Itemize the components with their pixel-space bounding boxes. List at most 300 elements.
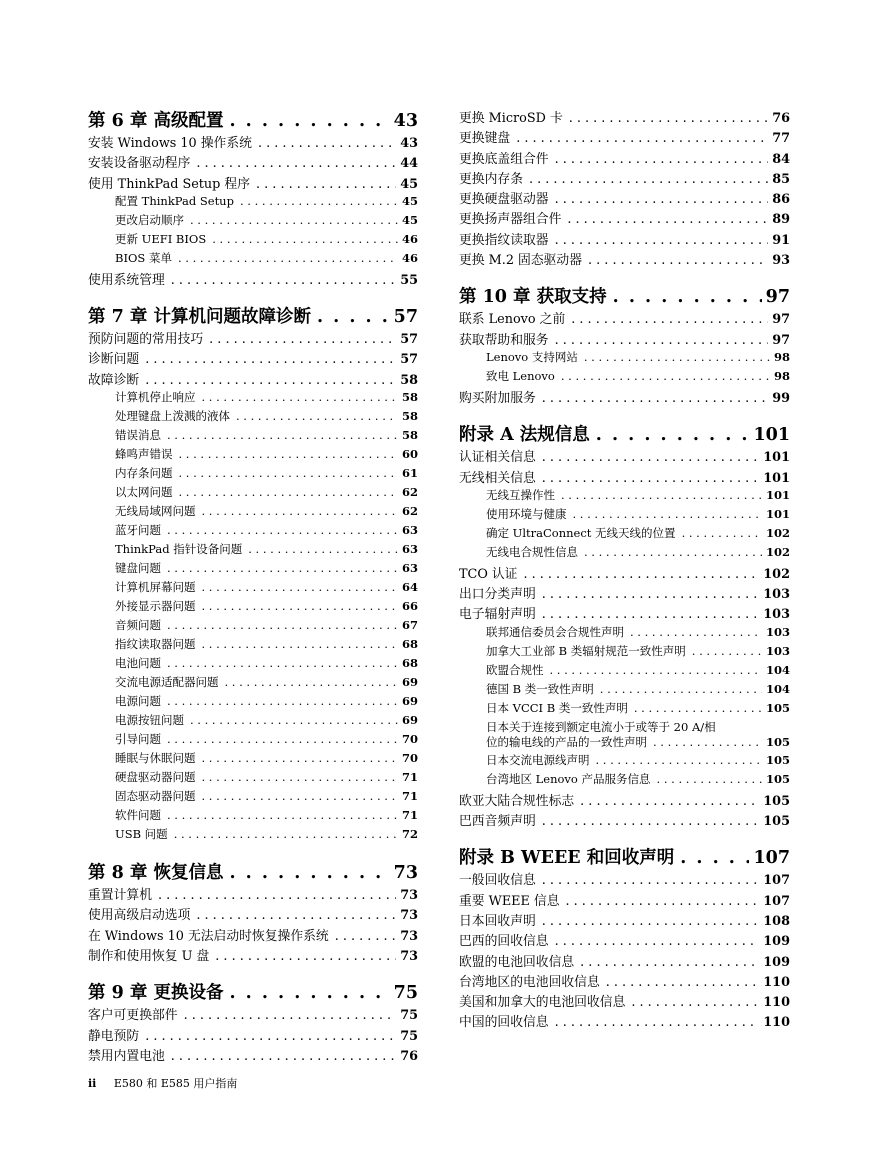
toc-page-number: 107	[763, 873, 790, 889]
toc-subsection-entry[interactable]	[88, 250, 418, 269]
toc-subsection-entry[interactable]	[88, 465, 418, 484]
toc-entry-title: 确定 UltraConnect 无线天线的位置	[486, 525, 676, 540]
toc-entry-title: 固态驱动器问题	[115, 789, 196, 804]
toc-chapter-entry[interactable]	[88, 859, 418, 883]
toc-entry-title: 无线电合规性信息	[486, 544, 578, 559]
toc-leader-dots	[167, 561, 398, 575]
toc-section-entry[interactable]	[459, 249, 790, 269]
toc-page-number: 91	[772, 232, 790, 248]
toc-section-entry[interactable]	[459, 127, 790, 147]
toc-entry-title: 使用系统管理	[88, 272, 165, 288]
toc-subsection-entry[interactable]	[88, 807, 418, 826]
toc-entry-title: 日本交流电源线声明	[486, 752, 590, 767]
toc-subsection-entry[interactable]	[88, 674, 418, 693]
toc-chapter-entry[interactable]	[459, 283, 790, 307]
toc-leader-dots	[523, 567, 759, 582]
toc-leader-dots	[596, 753, 762, 767]
toc-entry-title: 静电预防	[88, 1028, 140, 1044]
toc-page-number: 69	[401, 694, 418, 709]
toc-subsection-entry[interactable]	[459, 643, 790, 662]
toc-entry-title: 中国的回收信息	[459, 1015, 549, 1031]
toc-leader-dots	[248, 542, 398, 556]
toc-page-number: 110	[763, 995, 790, 1011]
toc-leader-dots	[653, 735, 762, 749]
page-footer	[88, 1075, 237, 1091]
toc-entry-title: 软件问题	[115, 808, 161, 823]
toc-page-number: 62	[401, 504, 418, 519]
toc-leader-dots	[196, 156, 396, 171]
toc-page-number: 102	[763, 566, 790, 582]
toc-section-entry[interactable]	[88, 904, 418, 924]
toc-page-number: 71	[401, 770, 418, 785]
toc-entry-title: 无线互操作性	[486, 487, 555, 502]
toc-subsection-entry[interactable]	[88, 769, 418, 788]
toc-page-number: 104	[765, 662, 790, 677]
toc-section-entry[interactable]	[459, 603, 790, 623]
toc-subsection-entry[interactable]	[459, 681, 790, 700]
toc-entry-title: 安装 Windows 10 操作系统	[88, 136, 252, 151]
toc-section-entry[interactable]	[459, 869, 790, 889]
toc-section-entry[interactable]	[88, 173, 418, 193]
toc-entry-title: 在 Windows 10 无法启动时恢复操作系统	[88, 928, 329, 944]
toc-chapter-entry[interactable]	[88, 303, 418, 327]
toc-page-number: 67	[401, 618, 418, 633]
toc-subsection-entry[interactable]	[459, 544, 790, 563]
toc-page-number: 63	[401, 561, 418, 576]
toc-leader-dots	[571, 312, 768, 327]
toc-leader-dots	[196, 908, 396, 923]
toc-leader-dots	[215, 949, 396, 964]
toc-page-number: 103	[765, 643, 790, 658]
toc-entry-title: Lenovo 支持网站	[486, 349, 578, 364]
toc-leader-dots	[317, 307, 390, 327]
toc-leader-dots	[171, 1049, 396, 1064]
toc-leader-dots	[236, 409, 398, 423]
toc-leader-dots	[542, 607, 760, 622]
toc-subsection-entry[interactable]	[459, 624, 790, 643]
toc-entry-title: 第 9 章 更换设备	[88, 983, 224, 1004]
toc-section-entry[interactable]	[88, 1045, 418, 1065]
toc-page-number: 101	[765, 487, 790, 502]
toc-page-number: 61	[401, 466, 418, 481]
toc-right-column	[459, 107, 790, 1032]
toc-subsection-entry[interactable]	[459, 487, 790, 506]
toc-entry-title: 故障诊断	[88, 372, 140, 388]
toc-page-number: 71	[401, 789, 418, 804]
toc-section-entry[interactable]	[88, 1025, 418, 1045]
toc-entry-title: 使用环境与健康	[486, 506, 567, 521]
footer-page-number: ii	[88, 1077, 97, 1090]
toc-subsection-entry[interactable]	[88, 617, 418, 636]
toc-entry-title: 联邦通信委员会合规性声明	[486, 624, 624, 639]
toc-left-column	[88, 107, 418, 1065]
toc-section-entry[interactable]	[459, 951, 790, 971]
toc-page-number: 44	[400, 156, 418, 172]
toc-subsection-entry[interactable]	[88, 212, 418, 231]
toc-entry-title: 更换指纹读取器	[459, 232, 549, 248]
toc-leader-dots	[555, 934, 760, 949]
toc-page-number: 58	[401, 428, 418, 443]
toc-leader-dots	[542, 814, 760, 829]
toc-leader-dots	[630, 625, 762, 639]
toc-entry-title: 联系 Lenovo 之前	[459, 312, 566, 328]
toc-page-number: 68	[401, 637, 418, 652]
toc-section-entry[interactable]	[459, 467, 790, 487]
toc-subsection-entry[interactable]	[88, 598, 418, 617]
toc-section-entry[interactable]	[459, 1011, 790, 1031]
toc-entry-title: ThinkPad 指针设备问题	[115, 542, 243, 557]
toc-subsection-entry[interactable]	[459, 700, 790, 719]
toc-page-number: 77	[772, 131, 790, 147]
toc-subsection-entry[interactable]	[459, 719, 790, 752]
toc-entry-title: 指纹读取器问题	[115, 637, 196, 652]
toc-section-entry[interactable]	[88, 328, 418, 348]
toc-leader-dots	[225, 675, 398, 689]
toc-entry-title: 客户可更换部件	[88, 1008, 178, 1024]
toc-section-entry[interactable]	[88, 925, 418, 945]
toc-chapter-entry[interactable]	[459, 421, 790, 445]
toc-leader-dots	[179, 466, 398, 480]
toc-entry-title: 更改启动顺序	[115, 212, 184, 227]
toc-entry-title: 欧亚大陆合规性标志	[459, 793, 575, 809]
toc-subsection-entry[interactable]	[88, 636, 418, 655]
toc-section-entry[interactable]	[459, 446, 790, 466]
toc-page-number: 58	[401, 390, 418, 405]
toc-page-number: 105	[765, 752, 790, 767]
toc-leader-dots	[158, 888, 396, 903]
toc-entry-title: 处理键盘上泼溅的液体	[115, 409, 230, 424]
toc-page-number: 97	[765, 287, 790, 308]
toc-subsection-entry[interactable]	[88, 560, 418, 579]
toc-entry-title: 计算机屏幕问题	[115, 580, 196, 595]
toc-section-entry[interactable]	[459, 991, 790, 1011]
toc-page-number: 101	[765, 506, 790, 521]
toc-page-number: 98	[773, 349, 790, 364]
toc-leader-dots	[167, 732, 398, 746]
toc-leader-dots	[178, 251, 398, 265]
toc-page-number: 66	[401, 599, 418, 614]
toc-entry-title: 禁用内置电池	[88, 1048, 165, 1064]
toc-page-number: 43	[393, 111, 418, 131]
toc-entry-title: TCO 认证	[459, 566, 518, 582]
toc-section-entry[interactable]	[459, 563, 790, 583]
toc-section-entry[interactable]	[459, 387, 790, 407]
toc-entry-title: 更换 M.2 固态驱动器	[459, 253, 583, 269]
toc-chapter-entry[interactable]	[88, 979, 418, 1003]
toc-subsection-entry[interactable]	[88, 484, 418, 503]
toc-page-number: 110	[763, 1015, 790, 1031]
toc-entry-title: 更换 MicroSD 卡	[459, 111, 563, 126]
toc-leader-dots	[167, 618, 398, 632]
toc-section-entry[interactable]	[459, 168, 790, 188]
toc-section-entry[interactable]	[88, 132, 418, 152]
toc-subsection-entry[interactable]	[459, 662, 790, 681]
toc-entry-title: 计算机停止响应	[115, 390, 196, 405]
toc-leader-dots	[555, 233, 769, 248]
toc-page-number: 98	[773, 368, 790, 383]
toc-entry-title: 无线相关信息	[459, 470, 536, 486]
toc-leader-dots	[202, 637, 398, 651]
toc-leader-dots	[600, 682, 762, 696]
toc-subsection-entry[interactable]	[88, 731, 418, 750]
toc-page-number: 43	[400, 136, 418, 151]
toc-section-entry[interactable]	[88, 348, 418, 368]
toc-entry-title: 巴西的回收信息	[459, 934, 549, 950]
toc-leader-dots	[202, 770, 398, 784]
toc-subsection-entry[interactable]	[88, 427, 418, 446]
toc-leader-dots	[202, 789, 398, 803]
toc-leader-dots	[555, 333, 769, 348]
toc-page-number: 72	[401, 827, 418, 842]
toc-page-number: 105	[765, 700, 790, 715]
toc-page-number: 75	[400, 1028, 418, 1044]
toc-section-entry[interactable]	[459, 930, 790, 950]
toc-leader-dots	[680, 848, 749, 868]
toc-page-number: 69	[401, 713, 418, 728]
toc-section-entry[interactable]	[459, 208, 790, 228]
toc-section-entry[interactable]	[459, 910, 790, 930]
toc-page-number: 69	[401, 675, 418, 690]
toc-leader-dots	[542, 391, 768, 406]
toc-page-number: 58	[401, 409, 418, 424]
toc-leader-dots	[167, 656, 398, 670]
toc-entry-title: 键盘问题	[115, 561, 161, 576]
toc-section-entry[interactable]	[459, 583, 790, 603]
toc-leader-dots	[167, 523, 398, 537]
toc-entry-title: 附录 B WEEE 和回收声明	[459, 848, 675, 869]
toc-page-number: 103	[763, 607, 790, 623]
toc-leader-dots	[542, 450, 760, 465]
toc-subsection-entry[interactable]	[88, 693, 418, 712]
toc-section-entry[interactable]	[459, 229, 790, 249]
toc-leader-dots	[682, 526, 762, 540]
toc-entry-title: 安装设备驱动程序	[88, 156, 191, 172]
toc-page-number: 97	[772, 332, 790, 348]
toc-leader-dots	[202, 504, 398, 518]
toc-page-number: 102	[765, 525, 790, 540]
toc-subsection-entry[interactable]	[459, 525, 790, 544]
toc-leader-dots	[167, 808, 398, 822]
toc-page-number: 109	[763, 934, 790, 950]
toc-section-entry[interactable]	[459, 107, 790, 127]
toc-subsection-entry[interactable]	[459, 771, 790, 790]
toc-leader-dots	[145, 373, 396, 388]
toc-subsection-entry[interactable]	[88, 446, 418, 465]
toc-entry-title: USB 问题	[115, 827, 168, 842]
toc-page-number: 97	[772, 312, 790, 328]
toc-entry-title: 重要 WEEE 信息	[459, 893, 560, 909]
toc-section-entry[interactable]	[88, 945, 418, 965]
toc-page-number: 70	[401, 751, 418, 766]
toc-entry-title: 引导问题	[115, 732, 161, 747]
toc-section-entry[interactable]	[459, 971, 790, 991]
toc-entry-title: 获取帮助和服务	[459, 332, 549, 348]
toc-page-number: 105	[763, 793, 790, 809]
toc-page-number: 104	[765, 681, 790, 696]
toc-leader-dots	[613, 287, 762, 307]
toc-chapter-entry[interactable]	[88, 107, 418, 131]
toc-subsection-entry[interactable]	[88, 408, 418, 427]
toc-leader-dots	[335, 929, 396, 944]
toc-page-number: 63	[401, 523, 418, 538]
toc-page-number: 71	[401, 808, 418, 823]
toc-entry-title: 电池问题	[115, 656, 161, 671]
toc-entry-title: 一般回收信息	[459, 873, 536, 889]
toc-page-number: 70	[401, 732, 418, 747]
toc-entry-title: 德国 B 类一致性声明	[486, 681, 594, 696]
toc-leader-dots	[202, 751, 398, 765]
toc-section-entry[interactable]	[459, 890, 790, 910]
toc-page-number: 85	[772, 171, 790, 187]
toc-section-entry[interactable]	[88, 884, 418, 904]
toc-entry-title: 第 7 章 计算机问题故障诊断	[88, 307, 311, 328]
toc-entry-title: 错误消息	[115, 428, 161, 443]
toc-page-number: 45	[401, 193, 418, 208]
toc-page-number: 64	[401, 580, 418, 595]
toc-entry-title: 更换内存条	[459, 171, 523, 187]
toc-page-number: 108	[763, 913, 790, 929]
toc-subsection-entry[interactable]	[88, 389, 418, 408]
toc-subsection-entry[interactable]	[88, 712, 418, 731]
toc-entry-title: 更新 UEFI BIOS	[115, 231, 207, 246]
toc-leader-dots	[606, 975, 760, 990]
toc-section-entry[interactable]	[459, 790, 790, 810]
toc-subsection-entry[interactable]	[88, 231, 418, 250]
toc-entry-title: 重置计算机	[88, 888, 152, 904]
toc-entry-title: 预防问题的常用技巧	[88, 332, 204, 348]
toc-page-number: 89	[772, 212, 790, 228]
toc-entry-title: 第 6 章 高级配置	[88, 111, 224, 131]
toc-leader-dots	[596, 425, 750, 445]
toc-subsection-entry[interactable]	[459, 752, 790, 771]
toc-leader-dots	[258, 136, 396, 151]
toc-leader-dots	[555, 152, 769, 167]
toc-section-entry[interactable]	[459, 188, 790, 208]
toc-entry-title: 蜂鸣声错误	[115, 447, 173, 462]
toc-page-number: 105	[765, 771, 790, 786]
toc-leader-dots	[584, 545, 762, 559]
toc-entry-title: 电子辐射声明	[459, 607, 536, 623]
toc-entry-title: 使用 ThinkPad Setup 程序	[88, 176, 251, 192]
toc-page-number: 105	[765, 734, 790, 749]
toc-subsection-entry[interactable]	[88, 193, 418, 212]
toc-entry-title: 第 10 章 获取支持	[459, 287, 607, 308]
toc-page-number: 102	[765, 544, 790, 559]
toc-subsection-entry[interactable]	[88, 522, 418, 541]
toc-subsection-entry[interactable]	[88, 655, 418, 674]
toc-leader-dots	[229, 983, 389, 1003]
toc-leader-dots	[167, 428, 398, 442]
toc-subsection-entry[interactable]	[88, 503, 418, 522]
toc-entry-title-line2: 位的输电线的产品的一致性声明	[486, 734, 647, 749]
toc-page-number: 62	[401, 485, 418, 500]
toc-section-entry[interactable]	[459, 810, 790, 830]
toc-leader-dots	[256, 177, 396, 192]
toc-entry-title: 更换底盖组合件	[459, 151, 549, 167]
toc-page-number: 55	[400, 272, 418, 288]
toc-page-number: 75	[400, 1008, 418, 1024]
toc-leader-dots	[167, 694, 398, 708]
toc-subsection-entry[interactable]	[88, 579, 418, 598]
toc-leader-dots	[542, 471, 760, 486]
toc-section-entry[interactable]	[459, 148, 790, 168]
toc-section-entry[interactable]	[88, 369, 418, 389]
toc-page-number: 46	[401, 231, 418, 246]
toc-page-number: 45	[400, 176, 418, 192]
toc-section-entry[interactable]	[88, 269, 418, 289]
toc-leader-dots	[542, 914, 760, 929]
toc-page-number: 86	[772, 192, 790, 208]
toc-entry-title: 台湾地区 Lenovo 产品服务信息	[486, 771, 651, 786]
toc-leader-dots	[202, 599, 398, 613]
toc-entry-title: 巴西音频声明	[459, 814, 536, 830]
toc-entry-title: 台湾地区的电池回收信息	[459, 974, 600, 990]
toc-page-number: 60	[401, 447, 418, 462]
toc-leader-dots	[555, 192, 769, 207]
toc-leader-dots	[542, 587, 760, 602]
toc-entry-title: 配置 ThinkPad Setup	[115, 193, 234, 208]
toc-entry-title: 欧盟合规性	[486, 662, 544, 677]
toc-entry-title: 更换键盘	[459, 131, 511, 147]
toc-page-number: 73	[393, 863, 418, 884]
toc-leader-dots	[692, 644, 762, 658]
toc-subsection-entry[interactable]	[459, 349, 790, 368]
toc-entry-title: 购买附加服务	[459, 390, 536, 406]
toc-entry-title: 制作和使用恢复 U 盘	[88, 948, 210, 964]
toc-page-number: 57	[393, 307, 418, 328]
toc-subsection-entry[interactable]	[88, 750, 418, 769]
toc-entry-title: 加拿大工业部 B 类辐射规范一致性声明	[486, 643, 686, 658]
toc-entry-title: 电源按钮问题	[115, 713, 184, 728]
toc-entry-title: 内存条问题	[115, 466, 173, 481]
toc-page-number: 76	[772, 111, 790, 126]
toc-page-number: 84	[772, 151, 790, 167]
toc-subsection-entry[interactable]	[88, 788, 418, 807]
toc-entry-title: 附录 A 法规信息	[459, 425, 590, 446]
toc-page-number: 101	[763, 470, 790, 486]
toc-leader-dots	[184, 1008, 397, 1023]
toc-leader-dots	[634, 701, 762, 715]
toc-section-entry[interactable]	[88, 152, 418, 172]
toc-page-number: 73	[400, 908, 418, 924]
toc-subsection-entry[interactable]	[459, 506, 790, 525]
toc-entry-title: 电源问题	[115, 694, 161, 709]
toc-page-number: 103	[765, 624, 790, 639]
toc-page-number: 45	[401, 212, 418, 227]
toc-section-entry[interactable]	[459, 329, 790, 349]
toc-leader-dots	[229, 111, 389, 131]
toc-section-entry[interactable]	[88, 1004, 418, 1024]
toc-leader-dots	[542, 873, 760, 888]
toc-entry-title: 外接显示器问题	[115, 599, 196, 614]
toc-leader-dots	[516, 131, 768, 146]
toc-page-number: 73	[400, 928, 418, 944]
toc-entry-title: 诊断问题	[88, 352, 140, 368]
toc-leader-dots	[561, 369, 770, 383]
toc-page-number: 73	[400, 948, 418, 964]
toc-leader-dots	[179, 447, 398, 461]
toc-entry-title: 无线局域网问题	[115, 504, 196, 519]
toc-entry-title: 日本 VCCI B 类一致性声明	[486, 700, 628, 715]
toc-leader-dots	[202, 580, 398, 594]
toc-section-entry[interactable]	[459, 308, 790, 328]
toc-subsection-entry[interactable]	[88, 541, 418, 560]
toc-subsection-entry[interactable]	[459, 368, 790, 387]
toc-page-number: 63	[401, 542, 418, 557]
toc-subsection-entry[interactable]	[88, 826, 418, 845]
toc-chapter-entry[interactable]	[459, 844, 790, 868]
toc-entry-title: 日本回收声明	[459, 913, 536, 929]
